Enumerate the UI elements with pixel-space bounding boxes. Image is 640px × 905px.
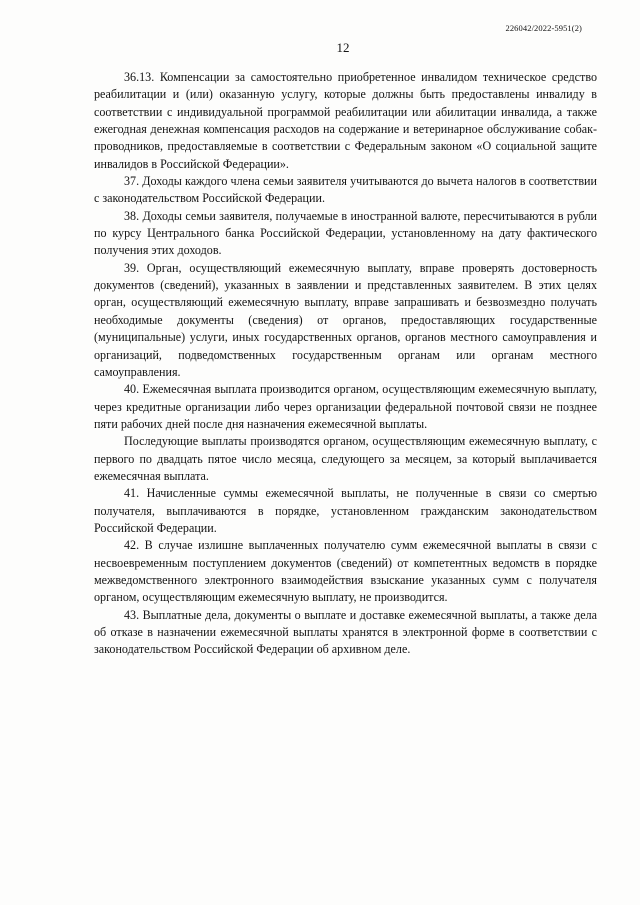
document-body — [94, 69, 597, 659]
paragraph-43: 43. Выплатные дела, документы о выплате и доставке ежемесячной выплаты, а также дела об отказе в назначении ежемесячной выплаты хранятся в электронной форме в соответствии с законодательством Российской Федерации об архивном деле. — [94, 607, 597, 657]
paragraph-41: 41. Начисленные суммы ежемесячной выплаты, не полученные в связи со смертью получателя, выплачиваются в порядке, установленном гражданским законодательством Российской Федерации. — [94, 486, 597, 535]
paragraph-40-continued: Последующие выплаты производятся органом, осуществляющим ежемесячную выплату, с первого по двадцать пятое число месяца, следующего за месяцем, за который выплачивается ежемесячная выплата. — [94, 434, 597, 483]
paragraph-39: 39. Орган, осуществляющий ежемесячную выплату, вправе проверять достоверность документов (сведений), указанных в заявлении и представленных заявителем. В этих целях орган, осуществляющий ежемесячную выплату, вправе запрашивать и безвозмездно получать необходимые документы (сведения) от органов, предоставляющих государственные (муниципальные) услуги, иных государственных органов, органов местного самоуправления и организаций, подведомственных государственным органам или органам местного самоуправления. — [94, 260, 597, 379]
page-number: 12 — [336, 40, 350, 55]
paragraph-42: 42. В случае излишне выплаченных получателю сумм ежемесячной выплаты в связи с несвоевременным поступлением документов (сведений) от компетентных ведомств в порядке межведомственного электронного взаимодействия взыскание указанных сумм с получателя органом, осуществляющим ежемесячную выплату, не производится. — [94, 538, 597, 605]
paragraph-40: 40. Ежемесячная выплата производится органом, осуществляющим ежемесячную выплату, через кредитные организации либо через организации федеральной почтовой связи не позднее пяти рабочих дней после дня назначения ежемесячной выплаты. — [94, 382, 597, 431]
paragraph-36-13: 36.13. Компенсации за самостоятельно приобретенное инвалидом техническое средство реабилитации и (или) оказанную услугу, которые должны быть предоставлены инвалиду в соответствии с индивидуальной программой реабилитации или абилитации инвалида, а также ежегодная денежная компенсация расходов на содержание и ветеринарное обслуживание собак-проводников, предоставляемые в соответствии с Федеральным законом «О социальной защите инвалидов в Российской Федерации». — [94, 70, 597, 171]
paragraph-38: 38. Доходы семьи заявителя, получаемые в иностранной валюте, пересчитываются в рубли по курсу Центрального банка Российской Федерации, установленному на дату фактического получения этих доходов. — [94, 208, 597, 258]
document-id: 226042/2022-5951(2) — [505, 23, 582, 33]
paragraph-37: 37. Доходы каждого члена семьи заявителя учитываются до вычета налогов в соответствии с законодательством Российской Федерации. — [94, 174, 597, 206]
